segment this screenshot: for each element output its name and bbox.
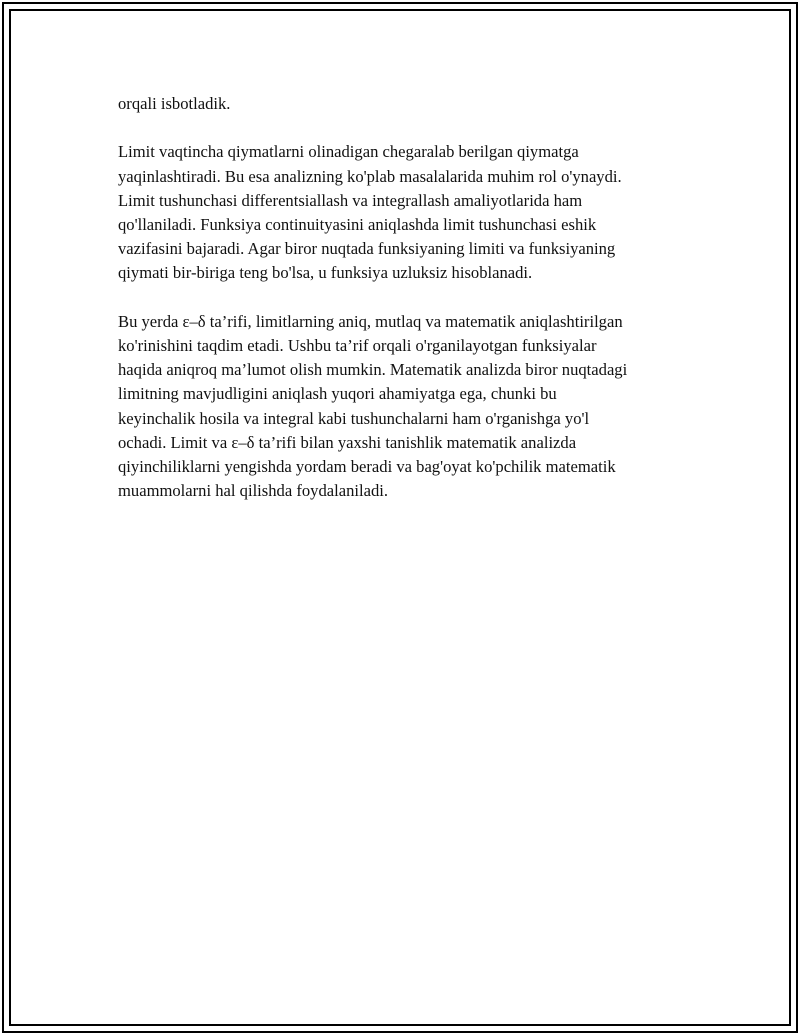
- text-line: Bu yerda ε–δ ta’rifi, limitlarning aniq, mutlaq va matematik aniqlashtirilgan: [118, 311, 623, 331]
- text-line: orqali isbotladik.: [118, 94, 231, 113]
- text-line: keyinchalik hosila va integral kabi tushunchalarni ham o'rganishga yo'l: [118, 408, 590, 428]
- text-line: yaqinlashtiradi. Bu esa analizning ko'plab masalalarida muhim rol o'ynaydi.: [118, 166, 622, 186]
- text-line: qiymati bir-biriga teng bo'lsa, u funksiya uzluksiz hisoblanadi.: [118, 263, 533, 283]
- text-line: ko'rinishini taqdim etadi. Ushbu ta’rif orqali o'rganilayotgan funksiyalar: [118, 336, 597, 355]
- text-line: muammolarni hal qilishda foydalaniladi.: [118, 481, 389, 501]
- text-line: ochadi. Limit va ε–δ ta’rifi bilan yaxshi tanishlik matematik analizda: [118, 432, 577, 452]
- text-line: haqida aniqroq ma’lumot olish mumkin. Matematik analizda biror nuqtadagi: [118, 360, 628, 380]
- paragraph-0: [118, 92, 693, 116]
- text-line: Limit vaqtincha qiymatlarni olinadigan chegaralab berilgan qiymatga: [118, 142, 579, 162]
- text-line: vazifasini bajaradi. Agar biror nuqtada funksiyaning limiti va funksiyaning: [118, 239, 616, 259]
- text-line: Limit tushunchasi differentsiallash va integrallash amaliyotlarida ham: [118, 190, 583, 210]
- paragraph-2: [118, 310, 693, 504]
- document-body: [118, 92, 693, 528]
- paragraph-1: [118, 140, 693, 285]
- text-line: qo'llaniladi. Funksiya continuityasini aniqlashda limit tushunchasi eshik: [118, 215, 597, 234]
- text-line: limitning mavjudligini aniqlash yuqori ahamiyatga ega, chunki bu: [118, 384, 557, 404]
- text-line: qiyinchiliklarni yengishda yordam beradi va bag'oyat ko'pchilik matematik: [118, 457, 616, 477]
